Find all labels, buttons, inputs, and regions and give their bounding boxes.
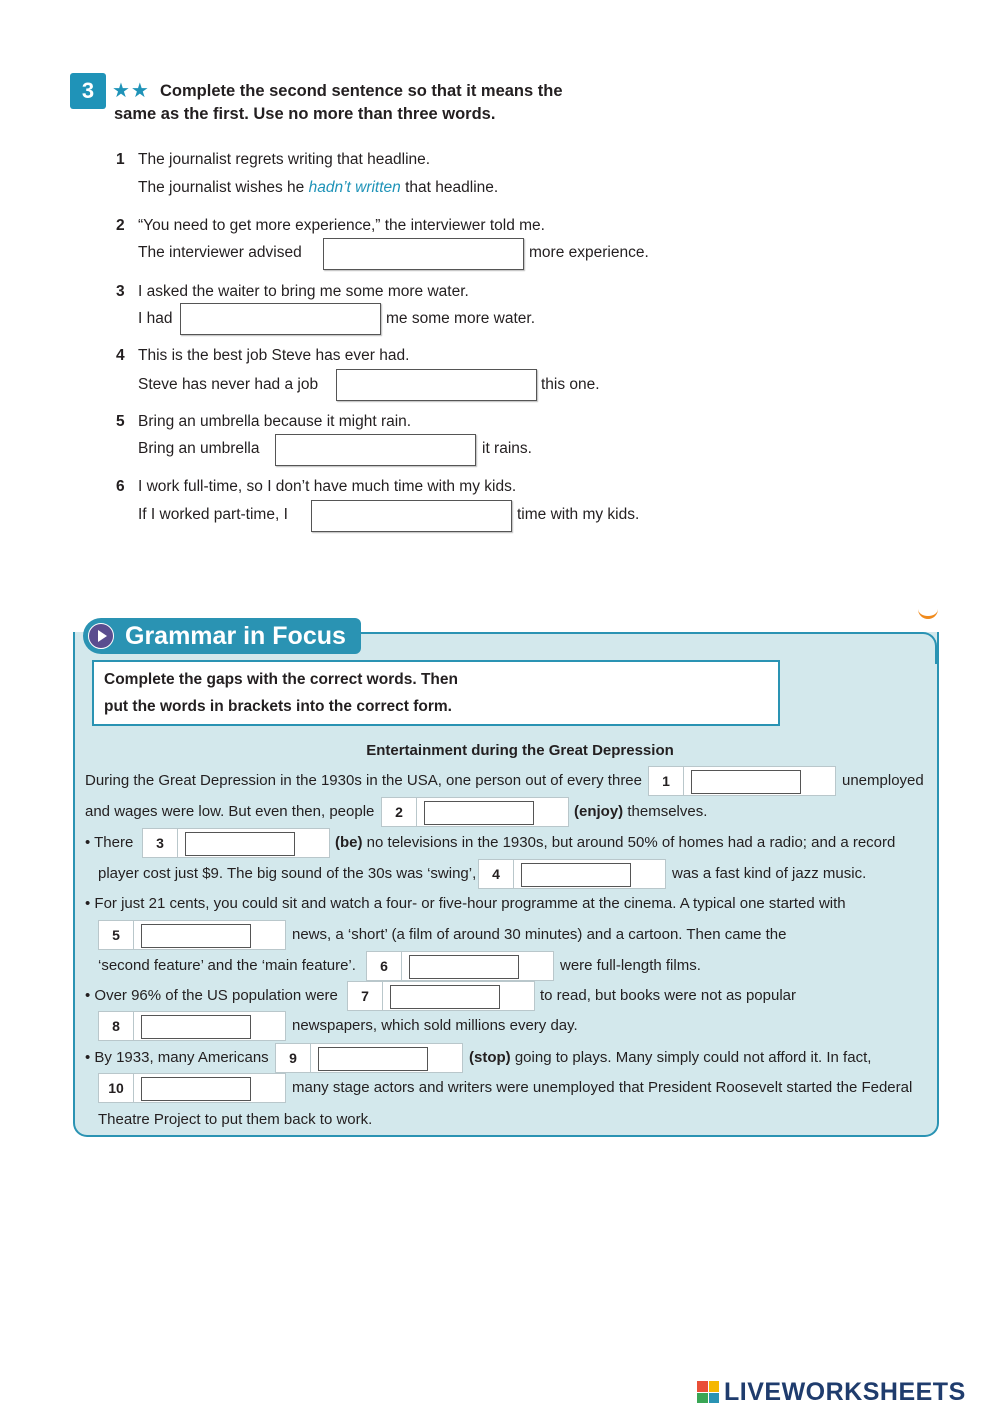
- panel-border-top: [360, 632, 922, 634]
- difficulty-stars: ★★: [112, 80, 150, 102]
- text-line: • Over 96% of the US population were: [85, 987, 338, 1004]
- text-line: unemployed: [842, 772, 924, 789]
- item-prompt-after: more experience.: [529, 244, 649, 261]
- gap-input-2[interactable]: [424, 801, 534, 825]
- gap-number: 10: [99, 1074, 134, 1102]
- item-number: 3: [116, 283, 125, 300]
- gap-number: 8: [99, 1012, 134, 1040]
- item-number: 6: [116, 478, 125, 495]
- gap-number: 5: [99, 921, 134, 949]
- text-line: Theatre Project to put them back to work.: [98, 1111, 373, 1128]
- text-line: were full-length films.: [560, 957, 701, 974]
- answer-input-3[interactable]: [180, 303, 381, 335]
- liveworksheets-logo: LIVEWORKSHEETS: [724, 1378, 966, 1406]
- answer-input-2[interactable]: [323, 238, 524, 270]
- gap-input-9[interactable]: [318, 1047, 428, 1071]
- item-prompt-before: I had: [138, 310, 173, 327]
- item-number: 5: [116, 413, 125, 430]
- item-prompt-before: If I worked part-time, I: [138, 506, 288, 523]
- text-line: and wages were low. But even then, people: [85, 803, 375, 820]
- item-number: 4: [116, 347, 125, 364]
- gap-input-5[interactable]: [141, 924, 251, 948]
- item-sentence: The journalist regrets writing that headline.: [138, 151, 431, 168]
- exercise-instruction: Complete the second sentence so that it means the same as the first. Use no more than three words.: [114, 82, 563, 123]
- answer-input-5[interactable]: [275, 434, 476, 466]
- gap-8[interactable]: [98, 1011, 286, 1041]
- gap-number: 6: [367, 952, 402, 980]
- gap-7[interactable]: [347, 981, 535, 1011]
- gap-6[interactable]: [366, 951, 554, 981]
- text-line: player cost just $9. The big sound of the 30s was ‘swing’,: [98, 865, 477, 882]
- gap-5[interactable]: [98, 920, 286, 950]
- item-prompt-after: time with my kids.: [517, 506, 640, 523]
- gap-number: 2: [382, 798, 417, 826]
- answer-input-6[interactable]: [311, 500, 512, 532]
- item-sentence: “You need to get more experience,” the interviewer told me.: [138, 217, 545, 234]
- gap-number: 1: [649, 767, 684, 795]
- example-answer: hadn’t written: [308, 179, 401, 196]
- item-number: 1: [116, 151, 125, 168]
- gap-input-7[interactable]: [390, 985, 500, 1009]
- item-prompt-after: me some more water.: [386, 310, 536, 327]
- text-line: (enjoy) themselves.: [574, 803, 708, 820]
- gap-1[interactable]: [648, 766, 836, 796]
- gap-3[interactable]: [142, 828, 330, 858]
- item-prompt-before: Bring an umbrella: [138, 440, 260, 457]
- text-line: ‘second feature’ and the ‘main feature’.: [98, 957, 356, 974]
- text-line: • There: [85, 834, 134, 851]
- item-transformation: The journalist wishes he hadn’t written that headline.: [138, 179, 499, 196]
- item-prompt-before: The interviewer advised: [138, 244, 302, 261]
- item-sentence: I work full-time, so I don’t have much time with my kids.: [138, 478, 517, 495]
- grammar-title: Grammar in Focus: [83, 618, 361, 654]
- text-line: • By 1933, many Americans: [85, 1049, 269, 1066]
- item-number: 2: [116, 217, 125, 234]
- decorative-swoosh: [918, 608, 938, 619]
- gap-input-1[interactable]: [691, 770, 801, 794]
- text-line: many stage actors and writers were unemployed that President Roosevelt started the Federal: [292, 1079, 913, 1096]
- text-line: news, a ‘short’ (a film of around 30 minutes) and a cartoon. Then came the: [292, 926, 787, 943]
- gap-number: 3: [143, 829, 178, 857]
- grammar-instruction: Complete the gaps with the correct words. Then put the words in brackets into the correct form.: [92, 660, 780, 726]
- gap-9[interactable]: [275, 1043, 463, 1073]
- text-line: was a fast kind of jazz music.: [672, 865, 867, 882]
- item-prompt-after: this one.: [541, 376, 600, 393]
- text-line: (be) no televisions in the 1930s, but around 50% of homes had a radio; and a record: [335, 834, 896, 851]
- item-prompt-before: Steve has never had a job: [138, 376, 319, 393]
- gap-10[interactable]: [98, 1073, 286, 1103]
- gap-4[interactable]: [478, 859, 666, 889]
- gap-number: 4: [479, 860, 514, 888]
- gap-input-4[interactable]: [521, 863, 631, 887]
- text-title: Entertainment during the Great Depression: [366, 742, 674, 759]
- text-line: (stop) going to plays. Many simply could not afford it. In fact,: [469, 1049, 872, 1066]
- gap-number: 7: [348, 982, 383, 1010]
- gap-input-3[interactable]: [185, 832, 295, 856]
- play-arrow-icon: [88, 623, 114, 649]
- gap-input-10[interactable]: [141, 1077, 251, 1101]
- item-sentence: I asked the waiter to bring me some more water.: [138, 283, 469, 300]
- panel-corner: [900, 632, 937, 664]
- item-sentence: This is the best job Steve has ever had.: [138, 347, 410, 364]
- text-line: • For just 21 cents, you could sit and watch a four- or five-hour programme at the cinema. A typical one started with: [85, 895, 846, 912]
- item-prompt-after: it rains.: [482, 440, 532, 457]
- item-sentence: Bring an umbrella because it might rain.: [138, 413, 412, 430]
- exercise-number-badge: 3: [70, 73, 106, 109]
- liveworksheets-logo-icon: [697, 1381, 719, 1403]
- gap-number: 9: [276, 1044, 311, 1072]
- gap-2[interactable]: [381, 797, 569, 827]
- text-line: newspapers, which sold millions every day.: [292, 1017, 578, 1034]
- text-line: to read, but books were not as popular: [540, 987, 796, 1004]
- gap-input-8[interactable]: [141, 1015, 251, 1039]
- answer-input-4[interactable]: [336, 369, 537, 401]
- gap-input-6[interactable]: [409, 955, 519, 979]
- text-line: During the Great Depression in the 1930s in the USA, one person out of every three: [85, 772, 642, 789]
